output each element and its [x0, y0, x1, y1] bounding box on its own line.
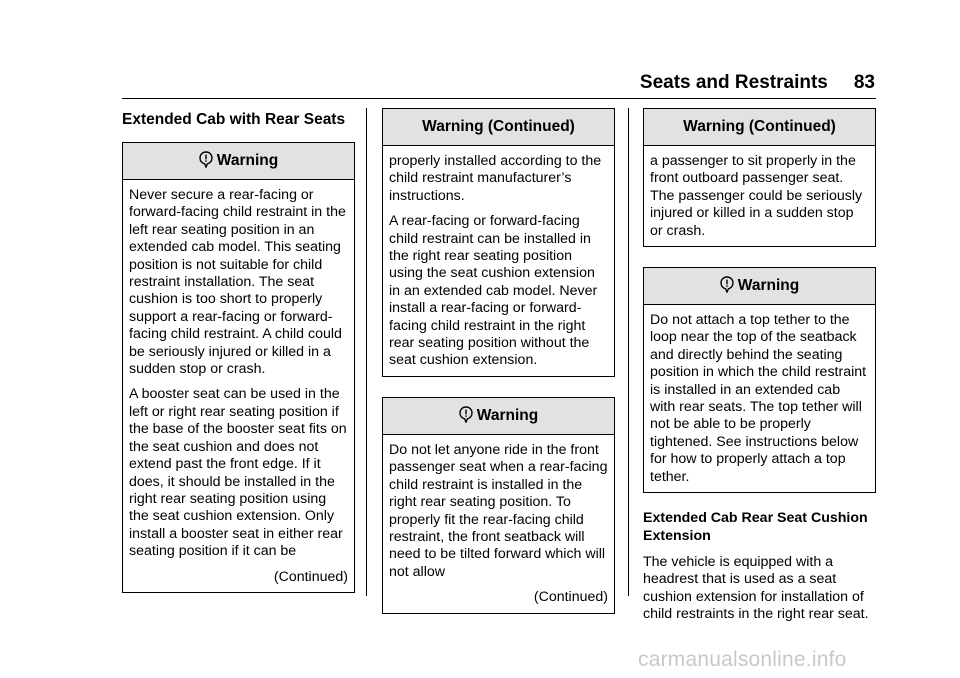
- continued-note: (Continued): [273, 568, 348, 585]
- warning-text: Do not attach a top tether to the loop near the top of the seatback and directly behind the seating position in which the child restraint is installed in an extended cab with rear seats. The top tether will not be able to be properly tightened. See instructions below for how to properly attach a top tether.: [650, 312, 867, 485]
- page-number: 83: [853, 72, 875, 93]
- page-header: [0, 72, 875, 94]
- header-rule: [122, 98, 876, 99]
- warning-title: Warning: [383, 398, 614, 435]
- warning-title: Warning (Continued): [383, 109, 614, 146]
- subsection-heading: Extended Cab Rear Seat Cushion Extension: [643, 510, 868, 544]
- column-3: [643, 108, 876, 624]
- warning-text: Do not let anyone ride in the front passenger seat when a rear-facing child restraint is installed in the right rear seating position. To properly fit the rear-facing child restraint, the front seatback will need to be tilted forward which will not allow: [389, 441, 608, 580]
- warning-text: A rear-facing or forward-facing child restraint can be installed in the right rear seating position using the seat cushion extension in an extended cab model. Never install a rear-facing or forward-facing child restraint in the right rear seating position without the seat cushion extension.: [389, 213, 598, 369]
- section-heading: Extended Cab with Rear Seats: [122, 111, 346, 128]
- continued-note: (Continued): [533, 589, 608, 606]
- warning-text: properly installed according to the child restraint manufacturer’s instructions.: [389, 153, 602, 204]
- warning-title: Warning: [123, 143, 354, 180]
- warning-box: [382, 397, 615, 614]
- column-divider: [366, 108, 367, 596]
- warning-title: Warning: [644, 268, 875, 305]
- warning-text: A booster seat can be used in the left or right rear seating position if the base of the booster seat fits on the seat cushion and does not extend past the front edge. If it does, it should be installed in the right rear seating position using the seat cushion extension. Only install a booster seat in either rear seating position if it can be: [129, 386, 347, 560]
- body-paragraph: The vehicle is equipped with a headrest that is used as a seat cushion extension for installation of child restraints in the right rear seat.: [643, 553, 869, 623]
- page-section-title: Seats and Restraints: [639, 72, 828, 93]
- warning-box: [643, 267, 876, 493]
- warning-box-continued: [643, 108, 876, 247]
- warning-text: Never secure a rear-facing or forward-facing child restraint in the left rear seating position in an extended cab model. This seating position is not suitable for child restraint installation. The seat cushion is too short to properly support a rear-facing or forward-facing child restraint. A child could be seriously injured or killed in a sudden stop or crash.: [129, 187, 346, 378]
- warning-box: [122, 142, 355, 593]
- watermark: carmanualsonline.info: [638, 648, 847, 671]
- warning-icon: [459, 401, 473, 437]
- column-2: [382, 108, 615, 614]
- column-1: [122, 108, 355, 593]
- column-divider: [628, 108, 629, 596]
- warning-icon: [720, 271, 734, 307]
- warning-icon: [199, 146, 213, 182]
- warning-text: a passenger to sit properly in the front outboard passenger seat. The passenger could be seriously injured or killed in a sudden stop or crash.: [650, 153, 863, 239]
- warning-title: Warning (Continued): [644, 109, 875, 146]
- warning-box-continued: [382, 108, 615, 377]
